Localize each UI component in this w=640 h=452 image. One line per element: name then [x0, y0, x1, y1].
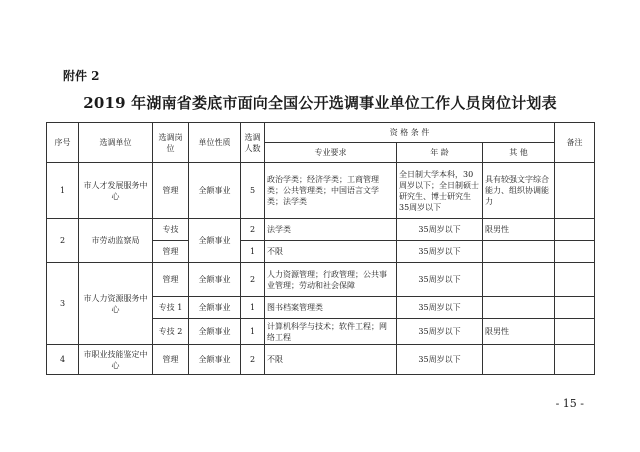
position-plan-table: [46, 122, 595, 375]
cell-post: 管理: [153, 263, 189, 297]
cell-count: 2: [241, 345, 265, 375]
cell-count: 1: [241, 297, 265, 319]
cell-post: 专技: [153, 219, 189, 241]
cell-count: 1: [241, 241, 265, 263]
cell-age: 35周岁以下: [397, 263, 483, 297]
header-unit: 选调单位: [79, 123, 153, 163]
cell-nature: 全额事业: [189, 163, 241, 219]
cell-major: 图书档案管理类: [265, 297, 397, 319]
cell-major: 政治学类；经济学类；工商管理类；公共管理类；中国语言文学类；法学类: [265, 163, 397, 219]
cell-other: [483, 263, 555, 297]
cell-major: 人力资源管理；行政管理；公共事业管理；劳动和社会保障: [265, 263, 397, 297]
cell-other: 限男性: [483, 219, 555, 241]
cell-major: 不限: [265, 241, 397, 263]
cell-post: 专技 1: [153, 297, 189, 319]
cell-unit: 市人才发展服务中心: [79, 163, 153, 219]
cell-nature: 全额事业: [189, 319, 241, 345]
cell-count: 2: [241, 219, 265, 241]
header-row: [47, 123, 595, 143]
cell-major: 法学类: [265, 219, 397, 241]
header-other: 其 他: [483, 143, 555, 163]
cell-unit: 市劳动监察局: [79, 219, 153, 263]
cell-nature: 全额事业: [189, 345, 241, 375]
cell-remark: [555, 163, 595, 219]
cell-nature: 全额事业: [189, 263, 241, 297]
cell-other: 具有较强文字综合能力、组织协调能力: [483, 163, 555, 219]
cell-other: [483, 345, 555, 375]
cell-age: 35周岁以下: [397, 345, 483, 375]
cell-age: 全日制大学本科，30周岁以下；全日制硕士研究生、博士研究生35周岁以下: [397, 163, 483, 219]
table-row: [47, 163, 595, 219]
cell-remark: [555, 345, 595, 375]
cell-count: 2: [241, 263, 265, 297]
cell-age: 35周岁以下: [397, 219, 483, 241]
cell-post: 管理: [153, 163, 189, 219]
document-title: 2019 年湖南省娄底市面向全国公开选调事业单位工作人员岗位计划表: [83, 94, 557, 112]
cell-count: 1: [241, 319, 265, 345]
page-number: - 15 -: [555, 397, 584, 410]
cell-seq: 1: [47, 163, 79, 219]
annex-label: 附件 2: [63, 69, 100, 83]
header-age: 年 龄: [397, 143, 483, 163]
header-qualifications: 资 格 条 件: [265, 123, 555, 143]
header-remark: 备注: [555, 123, 595, 163]
cell-count: 5: [241, 163, 265, 219]
cell-major: 计算机科学与技术；软件工程；网络工程: [265, 319, 397, 345]
cell-remark: [555, 241, 595, 263]
cell-nature: 全额事业: [189, 297, 241, 319]
cell-nature: 全额事业: [189, 219, 241, 263]
header-post: 选调岗位: [153, 123, 189, 163]
table-row: [47, 263, 595, 297]
cell-seq: 2: [47, 219, 79, 263]
table-row: [47, 219, 595, 241]
header-count: 选调人数: [241, 123, 265, 163]
cell-age: 35周岁以下: [397, 319, 483, 345]
table-row: [47, 345, 595, 375]
cell-other: [483, 241, 555, 263]
header-seq: 序号: [47, 123, 79, 163]
cell-post: 管理: [153, 345, 189, 375]
cell-seq: 3: [47, 263, 79, 345]
cell-other: 限男性: [483, 319, 555, 345]
cell-unit: 市人力资源服务中心: [79, 263, 153, 345]
cell-post: 管理: [153, 241, 189, 263]
cell-remark: [555, 219, 595, 241]
cell-seq: 4: [47, 345, 79, 375]
cell-major: 不限: [265, 345, 397, 375]
cell-remark: [555, 319, 595, 345]
cell-post: 专技 2: [153, 319, 189, 345]
header-major: 专业要求: [265, 143, 397, 163]
cell-age: 35周岁以下: [397, 241, 483, 263]
cell-unit: 市职业技能鉴定中心: [79, 345, 153, 375]
cell-remark: [555, 263, 595, 297]
cell-other: [483, 297, 555, 319]
cell-remark: [555, 297, 595, 319]
header-nature: 单位性质: [189, 123, 241, 163]
cell-age: 35周岁以下: [397, 297, 483, 319]
